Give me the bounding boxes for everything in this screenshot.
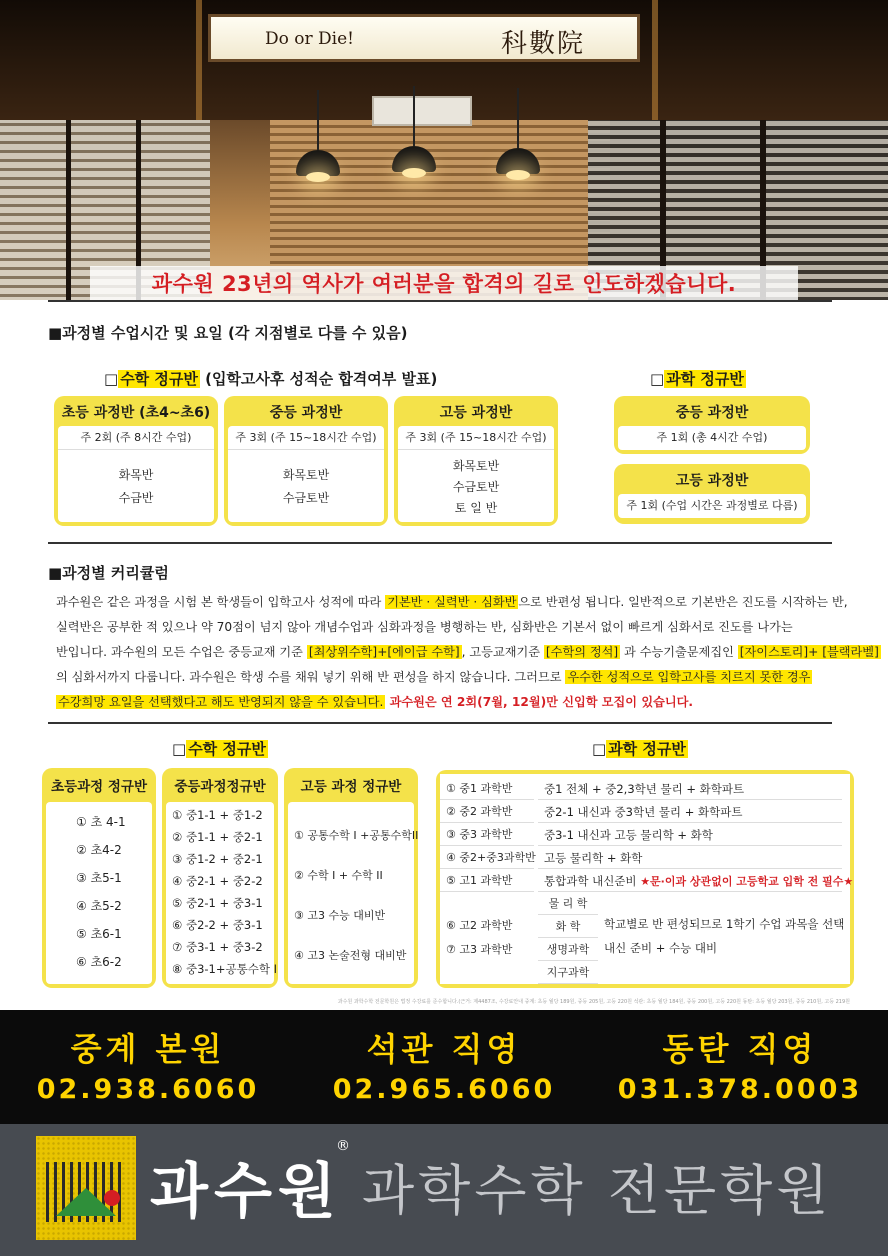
class-item: ⑦ 중3-1 + 중3-2 — [172, 940, 263, 954]
class-item: ④ 중2-1 + 중2-2 — [172, 874, 263, 888]
checkbox-icon: □ — [172, 740, 187, 758]
card-title: 중등 과정반 — [675, 405, 749, 421]
table-row — [440, 801, 850, 823]
card-frequency: 주 3회 (주 15~18시간 수업) — [228, 426, 384, 450]
science-class-desc: 중1 전체 + 중2,3학년 물리 + 화학파트 — [538, 778, 842, 800]
hero-image — [0, 0, 888, 300]
card-frequency: 주 2회 (주 8시간 수업) — [58, 426, 214, 450]
science-card-high — [614, 464, 810, 524]
class-item: ③ 고3 수능 대비반 — [294, 909, 386, 922]
contact-bar — [0, 1010, 888, 1124]
card-body — [228, 426, 384, 522]
divider — [48, 300, 832, 302]
class-item: ③ 초5-1 — [76, 871, 122, 885]
class-card-elementary — [42, 768, 156, 988]
schedule-heading: ■과정별 수업시간 및 요일 (각 지점별로 다를 수 있음) — [48, 324, 408, 342]
class-item: ⑧ 중3-1+공통수학 I — [172, 962, 277, 976]
science-class-desc: 통합과학 내신준비 ★문·이과 상관없이 고등학교 입학 전 필수★ — [538, 870, 842, 892]
schedule-card-elementary — [54, 396, 218, 526]
science-card-middle — [614, 396, 810, 454]
class-card-title: 초등과정 정규반 — [51, 779, 147, 795]
math-regular-title — [104, 368, 437, 389]
fee-notice: 과수원 과학수학 전문학원은 법정 수강료를 준수합니다.(근거: 제4487조, 수강료안내 중계: 초등 월당 189원, 중등 205원, 고등 220원 석관: 초등 월당 184원, 중등 200원, 고등 220원 동탄: 초등 월당 203원, 중등 210원, 고등 219원 — [337, 999, 850, 1005]
branch-dongtan — [592, 1024, 888, 1105]
class-card-title: 고등 과정 정규반 — [300, 779, 402, 795]
card-title: 고등 과정반 — [439, 405, 513, 421]
table-row — [440, 824, 850, 846]
science-regular-title — [650, 368, 746, 389]
class-item: ② 초4-2 — [76, 843, 122, 857]
class-item: ⑥ 중2-2 + 중3-1 — [172, 918, 263, 932]
subject-cell: 화 학 — [538, 916, 598, 938]
curriculum-heading: ■과정별 커리큘럼 — [48, 564, 169, 582]
branch-phone[interactable]: 02.965.6060 — [332, 1074, 556, 1105]
card-body — [618, 426, 806, 450]
curriculum-text — [56, 590, 879, 715]
class-card-high — [284, 768, 418, 988]
checkbox-icon: □ — [650, 370, 665, 388]
table-row — [440, 870, 854, 892]
checkbox-icon: □ — [592, 740, 607, 758]
curriculum-line: 수강희망 요일을 선택했다고 해도 반영되지 않을 수 있습니다. 과수원은 연 2회(7월, 12월)만 신입학 모집이 있습니다. — [58, 695, 694, 709]
footer-tagline: 과학수학 전문학원 — [362, 1159, 833, 1222]
card-days — [58, 450, 214, 522]
curriculum-line: 반입니다. 과수원의 모든 수업은 중등교재 기준 [최상위수학]+[에이급 수학] , 고등교재기준 [수학의 정석] 과 수능기출문제집인 [자이스토리]+ [블랙라벨] — [56, 645, 879, 659]
science-class-desc: 중2-1 내신과 중3학년 물리 + 화학파트 — [538, 801, 842, 823]
schedule-card-high — [394, 396, 558, 526]
hanging-sign — [208, 14, 640, 62]
science-class-name: ① 중1 과학반 — [440, 778, 534, 800]
curriculum-line: 의 심화서까지 다룹니다. 과수원은 학생 수를 채워 넣기 위해 반 편성을 하지 않습니다. 그러므로 우수한 성적으로 입학고사를 치르지 못한 경우 — [56, 670, 811, 684]
class-item: ⑤ 중2-1 + 중3-1 — [172, 896, 263, 910]
day-option: 수금토반 — [452, 479, 500, 494]
hero-slogan: 과수원 23년의 역사가 여러분을 합격의 길로 인도하겠습니다. — [151, 272, 737, 296]
subject-cell: 생명과학 — [538, 939, 598, 961]
divider — [48, 722, 832, 724]
day-option: 토 일 반 — [454, 500, 498, 515]
science-high-desc: 학교별로 반 편성되므로 1학기 수업 과목을 선택 — [604, 917, 845, 931]
card-title: 고등 과정반 — [675, 473, 749, 489]
science-label: 과학 정규반 — [608, 740, 686, 758]
academy-logo-icon — [36, 1136, 136, 1240]
card-body — [398, 426, 554, 522]
science-class-name: ③ 중3 과학반 — [440, 824, 534, 846]
class-item: ② 수학 I + 수학 II — [294, 869, 383, 882]
science-label: 과학 정규반 — [666, 370, 744, 388]
science-class-table — [440, 774, 854, 984]
curriculum-line: 과수원은 같은 과정을 시험 본 학생들이 입학고사 성적에 따라 기본반 · 실력반 · 심화반 으로 반편성 됩니다. 일반적으로 기본반은 진도를 시작하는 반, — [56, 595, 848, 609]
science-class-name: ② 중2 과학반 — [440, 801, 534, 823]
branch-phone[interactable]: 02.938.6060 — [36, 1074, 260, 1105]
math-note: (입학고사후 성적순 합격여부 발표) — [199, 370, 438, 388]
card-days — [228, 450, 384, 522]
subject-cell: 지구과학 — [538, 962, 598, 984]
registered-mark: ® — [336, 1138, 350, 1154]
branch-name: 석관 직영 — [366, 1030, 522, 1068]
class-list — [46, 802, 152, 984]
math-classes-title — [172, 738, 268, 759]
science-class-name: ④ 중2+중3과학반 — [440, 847, 534, 869]
footer — [0, 1124, 888, 1256]
card-frequency: 주 1회 (총 4시간 수업) — [656, 431, 768, 444]
class-item: ④ 초5-2 — [76, 899, 122, 913]
air-conditioner — [372, 96, 472, 126]
class-card-title: 중등과정정규반 — [174, 779, 266, 795]
footer-brand: 과수원 — [150, 1157, 342, 1227]
class-list — [288, 802, 419, 984]
science-class-name: ⑦ 고3 과학반 — [446, 943, 513, 956]
table-row — [440, 778, 850, 800]
sign-hanja: 科數院 — [501, 29, 586, 59]
sign-slogan: Do or Die! — [265, 29, 354, 49]
card-body — [58, 426, 214, 522]
branch-junggye — [0, 1024, 296, 1105]
card-days — [398, 450, 554, 522]
slogan-banner — [90, 266, 798, 300]
math-label: 수학 정규반 — [120, 370, 198, 388]
day-option: 수금반 — [118, 491, 154, 505]
required-note: ★문·이과 상관없이 고등학교 입학 전 필수★ — [640, 875, 854, 888]
day-option: 화목반 — [118, 468, 154, 482]
class-item: ① 중1-1 + 중1-2 — [172, 808, 263, 822]
science-class-name: ⑥ 고2 과학반 — [446, 919, 513, 932]
class-item: ④ 고3 논술전형 대비반 — [294, 949, 407, 962]
math-label: 수학 정규반 — [188, 740, 266, 758]
card-frequency: 주 3회 (주 15~18시간 수업) — [398, 426, 554, 450]
day-option: 수금토반 — [282, 491, 330, 505]
curriculum-line: 실력반은 공부한 적 있으나 약 70점이 넘지 않아 개념수업과 심화과정을 병행하는 반, 심화반은 기본서 없이 빠르게 심화서로 진도를 나가는 — [56, 620, 793, 634]
branch-name: 중계 본원 — [70, 1030, 226, 1068]
divider — [48, 542, 832, 544]
science-high-desc: 내신 준비 + 수능 대비 — [604, 941, 718, 955]
class-item: ⑤ 초6-1 — [76, 927, 122, 941]
class-item: ① 공통수학 I +공통수학II — [294, 829, 419, 842]
card-frequency: 주 1회 (수업 시간은 과정별로 다름) — [626, 499, 798, 512]
subject-cell: 물 리 학 — [538, 893, 598, 915]
checkbox-icon: □ — [104, 370, 119, 388]
card-title: 초등 과정반 (초4~초6) — [61, 405, 211, 421]
class-item: ① 초 4-1 — [76, 815, 126, 829]
class-card-middle — [162, 768, 278, 988]
class-item: ② 중1-1 + 중2-1 — [172, 830, 263, 844]
card-body — [618, 494, 806, 518]
day-option: 화목토반 — [282, 468, 330, 482]
branch-name: 동탄 직영 — [662, 1030, 818, 1068]
branch-seokgwan — [296, 1024, 592, 1105]
class-list — [166, 802, 277, 984]
science-class-desc: 중3-1 내신과 고등 물리학 + 화학 — [538, 824, 842, 846]
science-classes-title — [592, 738, 688, 759]
class-item: ⑥ 초6-2 — [76, 955, 122, 969]
science-class-name: ⑤ 고1 과학반 — [440, 870, 534, 892]
schedule-card-middle — [224, 396, 388, 526]
science-class-desc: 고등 물리학 + 화학 — [538, 847, 842, 869]
card-title: 중등 과정반 — [269, 405, 343, 421]
class-item: ③ 중1-2 + 중2-1 — [172, 852, 263, 866]
branch-phone[interactable]: 031.378.0003 — [617, 1074, 863, 1105]
day-option: 화목토반 — [452, 458, 500, 473]
table-row — [440, 847, 850, 869]
